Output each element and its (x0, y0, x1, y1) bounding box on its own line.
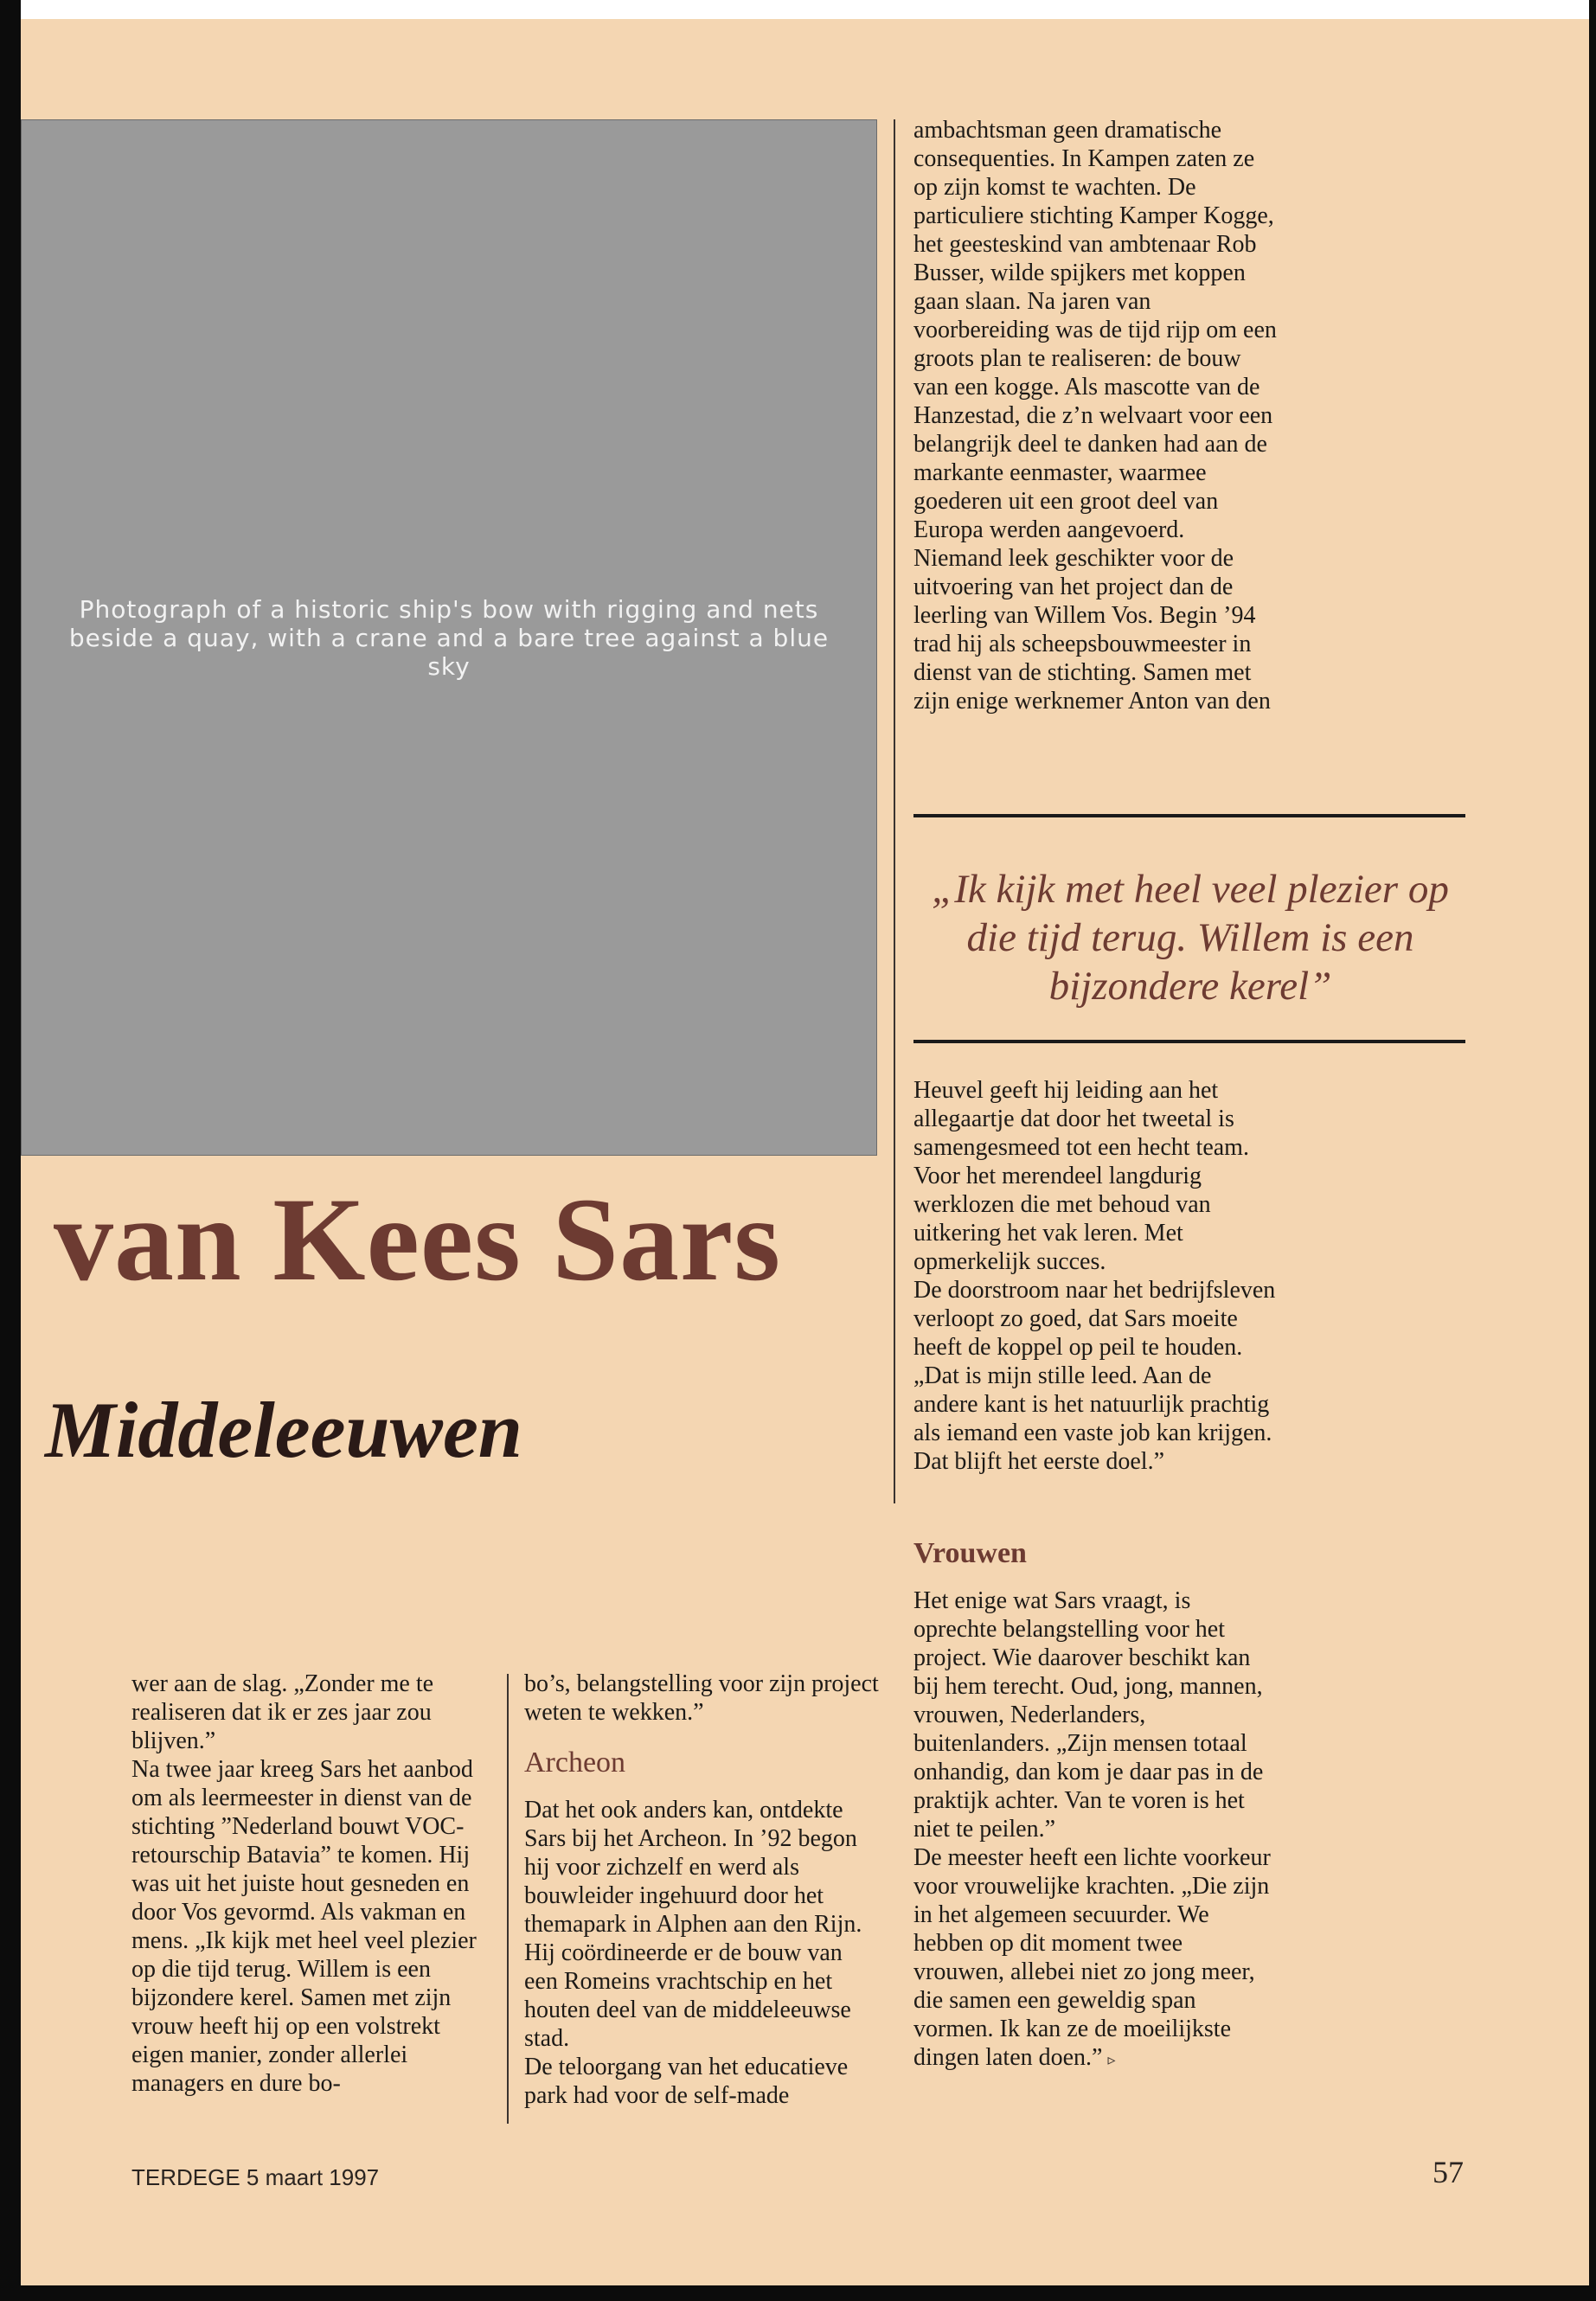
middle-column (524, 1670, 879, 2110)
scan-border-right (1589, 0, 1596, 2301)
publication-credit: TERDEGE 5 maart 1997 (131, 2164, 380, 2190)
pullquote-rule-top (913, 814, 1465, 817)
paragraph: Het enige wat Sars vraagt, is oprechte belangstelling voor het project. Wie daarover beschikt kan bij hem terecht. Oud, jong, mannen, vrouwen, Nederlanders, buitenlanders. „Zijn mensen totaal onhandig, dan kom je daar pas in de praktijk achter. Van te voren is het niet te peilen.” (913, 1587, 1264, 1843)
left-column (131, 1670, 488, 2098)
paragraph: bo’s, belangstelling voor zijn project weten te wekken.” (524, 1670, 879, 1726)
paragraph: Heuvel geeft hij leiding aan het allegaartje dat door het tweetal is samengesmeed tot een hecht team. Voor het merendeel langdurig werklozen die met behoud van uitkering het vak leren. Met opmerkelijk succes. (913, 1077, 1249, 1275)
paragraph: Dat het ook anders kan, ontdekte Sars bij het Archeon. In ’92 begon hij voor zichzelf en werd als bouwleider ingehuurd door het themapark in Alphen aan den Rijn. Hij coördineerde er de bouw van een Romeins vrachtschip en het houten deel van de middeleeuwse stad. (524, 1797, 862, 2052)
end-mark-icon: ▹ (1107, 2051, 1116, 2068)
scan-border-top (0, 0, 1596, 19)
photo-caption-placeholder: Photograph of a historic ship's bow with rigging and nets beside a quay, with a crane and a bare tree against a blue sky (68, 594, 830, 681)
paragraph: ambachtsman geen dramatische consequenties. In Kampen zaten ze op zijn komst te wachten. De particuliere stichting Kamper Kogge, het geesteskind van ambtenaar Rob Busser, wilde spijkers met koppen gaan slaan. Na jaren van voorbereiding was de tijd rijp om een groots plan te realiseren: de bouw van een kogge. Als mascotte van de Hanzestad, die z’n welvaart voor een belangrijk deel te danken had aan de markante eenmaster, waarmee goederen uit een groot deel van Europa werden aangevoerd. Niemand leek geschikter voor de uitvoering van het project dan de leerling van Willem Vos. Begin ’94 trad hij als scheepsbouwmeester in dienst van de stichting. Samen met zijn enige werknemer Anton van den (913, 117, 1277, 715)
paragraph-text: De meester heeft een lichte voorkeur voor vrouwelijke krachten. „Die zijn in het algemeen secuurder. We hebben op dit moment twee vrouwen, allebei niet zo jong meer, die samen een geweldig span vormen. Ik kan ze de moeilijkste dingen laten doen.” (913, 1844, 1271, 2071)
article-title: van Kees Sars (54, 1173, 781, 1305)
scan-border-bottom (0, 2285, 1596, 2301)
right-column-middle (913, 1076, 1277, 1476)
right-column-bottom (913, 1536, 1277, 2074)
section-heading-vrouwen: Vrouwen (913, 1537, 1027, 1569)
paragraph-with-end-mark (913, 1843, 1277, 2074)
scan-border-left (0, 0, 21, 2301)
article-subtitle: Middeleeuwen (45, 1386, 522, 1474)
pullquote-rule-bottom (913, 1040, 1465, 1043)
paragraph: De teloorgang van het educatieve park had voor de self-made (524, 2054, 849, 2109)
right-column-top (913, 116, 1277, 715)
paragraph: Na twee jaar kreeg Sars het aanbod om als leermeester in dienst van de stichting ”Nederland bouwt VOC-retourschip Batavia” te komen. Hij was uit het juiste hout gesneden en door Vos gevormd. Als vakman en mens. „Ik kijk met heel veel plezier op die tijd terug. Willem is een bijzondere kerel. Samen met zijn vrouw heeft hij op een volstrekt eigen manier, zonder allerlei managers en dure bo- (131, 1756, 477, 2097)
paragraph: De doorstroom naar het bedrijfsleven verloopt zo goed, dat Sars moeite heeft de koppel op peil te houden. „Dat is mijn stille leed. Aan de andere kant is het natuurlijk prachtig als iemand een vaste job kan krijgen. Dat blijft het eerste doel.” (913, 1277, 1276, 1475)
column-divider-right (894, 119, 895, 1503)
column-divider-middle (507, 1674, 509, 2124)
ship-photo (21, 119, 877, 1156)
paragraph: wer aan de slag. „Zonder me te realiseren dat ik er zes jaar zou blijven.” (131, 1670, 434, 1754)
section-heading-archeon: Archeon (524, 1747, 626, 1779)
page-number: 57 (1433, 2155, 1464, 2189)
pull-quote: „Ik kijk met heel veel plezier op die tijd terug. Willem is een bijzondere kerel” (932, 867, 1449, 1009)
